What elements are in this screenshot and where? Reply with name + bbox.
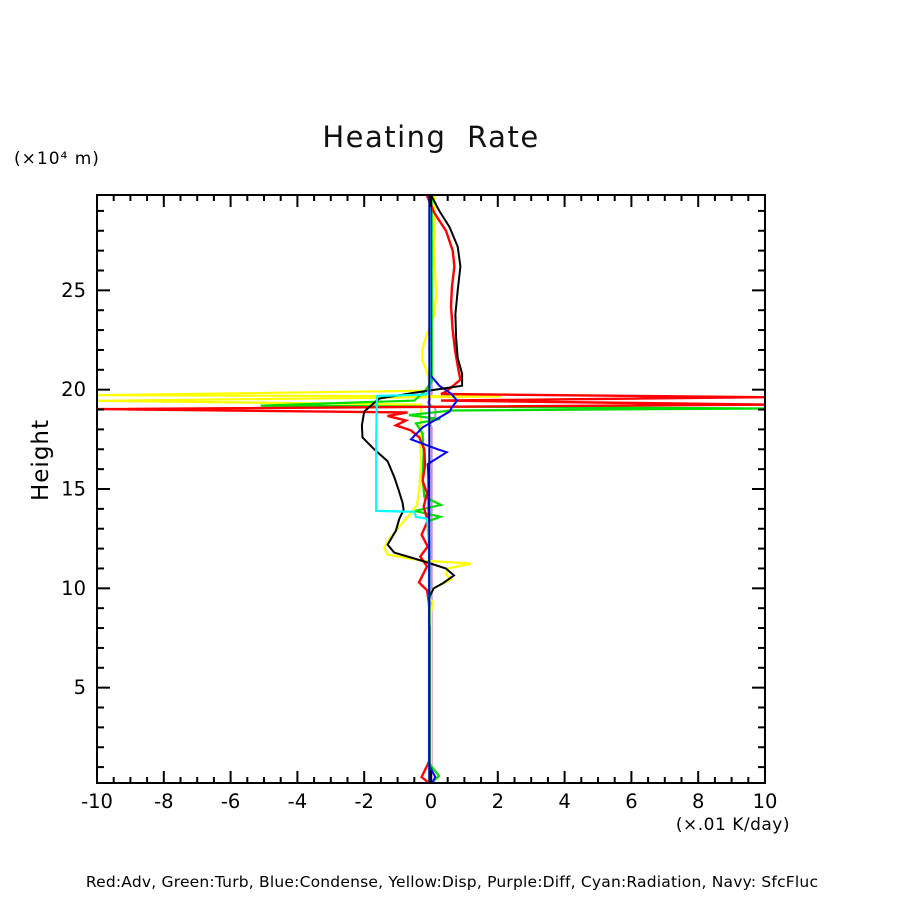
x-tick-label: -6 [220,790,241,813]
y-tick-label: 15 [61,477,86,501]
x-tick-label: 8 [691,790,705,813]
x-tick-label: 10 [752,790,778,813]
series-yellow [97,195,501,782]
y-tick-label: 25 [61,278,86,302]
series-group [97,195,765,783]
tick-labels [61,279,777,813]
series-green [261,195,765,782]
series-cyan [376,195,430,781]
x-tick-label: 6 [625,790,638,813]
y-tick-label: 5 [73,676,86,700]
series-blue [411,195,457,783]
chart-title: Heating Rate [322,120,540,154]
x-tick-label: -10 [81,790,113,813]
series-legend-caption: Red:Adv, Green:Turb, Blue:Condense, Yellow:Disp, Purple:Diff, Cyan:Radiation, Navy: SfcFluc [85,873,819,891]
x-tick-label: 0 [424,790,438,813]
y-axis-title: Height [28,418,54,502]
x-tick-label: -2 [354,790,374,813]
x-tick-label: 4 [558,790,571,813]
y-tick-label: 20 [61,378,86,402]
y-tick-label: 10 [61,576,86,600]
x-tick-label: -4 [287,790,308,813]
x-tick-label: 2 [491,790,505,813]
x-axis-unit-label: (×.01 K/day) [675,815,790,835]
x-tick-label: -8 [154,790,174,813]
y-axis-unit-label: (×10⁴ m) [14,149,100,169]
